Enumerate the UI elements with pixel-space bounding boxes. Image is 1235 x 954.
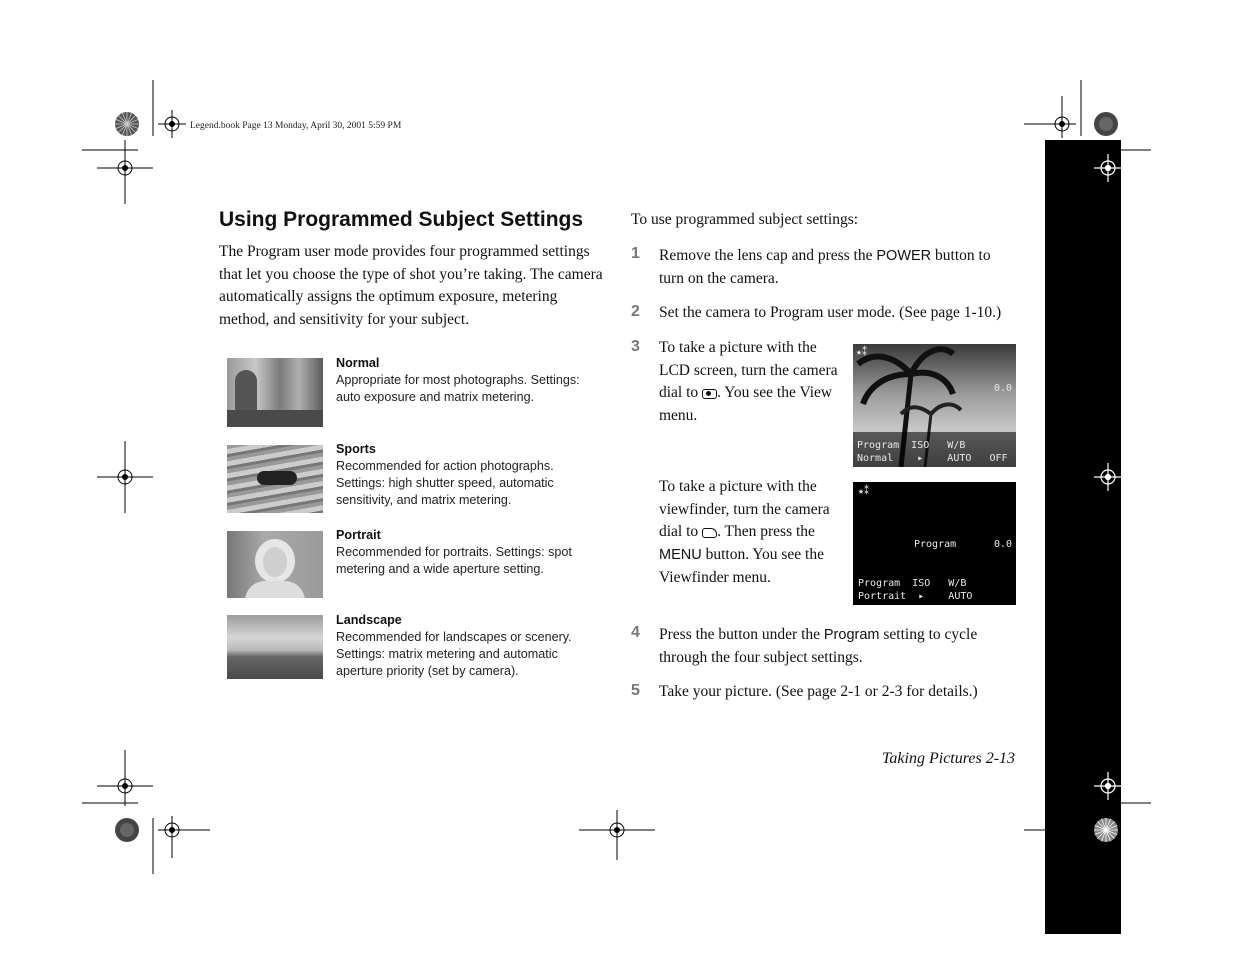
print-header: Legend.book Page 13 Monday, April 30, 2001 5:59 PM <box>190 121 402 131</box>
sports-photo <box>227 445 323 513</box>
setting-landscape <box>336 612 598 680</box>
lcd-mode-label: Program <box>914 539 957 550</box>
chapter-edge-tab <box>1045 140 1121 934</box>
page-footer: Taking Pictures 2-13 <box>882 750 1016 767</box>
lcd-view-menu-screen <box>853 344 1016 467</box>
step-1-text <box>659 245 1015 290</box>
lcd-status-icons: ★⁑ <box>858 486 870 497</box>
lcd-status-icons: ★⁑ <box>856 347 868 358</box>
registration-target <box>158 816 210 858</box>
power-key-label: POWER <box>876 248 932 264</box>
step-number: 1 <box>631 245 640 262</box>
step-text-part: . You see the View menu. <box>659 384 833 425</box>
page-title: Using Programmed Subject Settings <box>219 208 584 231</box>
landscape-photo <box>227 615 323 679</box>
view-mode-icon <box>702 389 717 399</box>
step-text-part: setting to cycle through the four subject settings. <box>659 626 978 666</box>
setting-desc: Recommended for action photographs. Settings: high shutter speed, automatic sensitivity, and matrix metering. <box>336 459 554 507</box>
step-text-part: To take a picture with the viewfinder, turn the camera dial to <box>659 478 830 541</box>
star-target <box>1094 112 1118 136</box>
lcd-viewfinder-menu-screen <box>853 482 1016 605</box>
setting-title: Portrait <box>336 528 381 542</box>
steps-intro: To use programmed subject settings: <box>631 211 859 228</box>
step-text-part: button to turn on the camera. <box>659 247 991 287</box>
setting-desc: Recommended for landscapes or scenery. Settings: matrix metering and automatic aperture priority (set by camera). <box>336 630 572 678</box>
normal-photo <box>227 358 323 427</box>
setting-title: Normal <box>336 356 380 370</box>
step-number: 2 <box>631 303 640 320</box>
ev-value: 0.0 <box>994 539 1013 550</box>
registration-target <box>1024 96 1076 138</box>
step-number: 5 <box>631 682 640 699</box>
setting-normal <box>336 355 598 406</box>
setting-sports <box>336 441 598 509</box>
step-number: 4 <box>631 624 640 641</box>
step-3-text <box>659 337 844 428</box>
step-text-part: Press the button under the <box>659 626 824 643</box>
step-4-text <box>659 624 1015 669</box>
setting-title: Landscape <box>336 613 402 627</box>
step-5-text: Take your picture. (See page 2-1 or 2-3 for details.) <box>659 683 978 700</box>
lcd-menu-row-1: Program ISO W/B <box>857 440 966 451</box>
step-text-part: To take a picture with the LCD screen, turn the camera dial to <box>659 339 838 402</box>
program-key-label: Program <box>823 627 880 643</box>
lcd-menu-row-2: Portrait ▸ AUTO <box>858 591 973 602</box>
step-text-part: Remove the lens cap and press the <box>659 247 877 264</box>
step-text-part: . Then press the <box>717 523 815 541</box>
setting-title: Sports <box>336 442 376 456</box>
viewfinder-mode-icon <box>702 528 717 538</box>
step-number: 3 <box>631 338 640 355</box>
setting-portrait <box>336 527 598 578</box>
setting-desc: Recommended for portraits. Settings: spot metering and a wide aperture setting. <box>336 545 572 576</box>
registration-target <box>97 441 153 513</box>
registration-target <box>579 810 655 860</box>
star-target <box>115 818 139 842</box>
step-3-viewfinder-text <box>659 476 839 590</box>
portrait-photo <box>227 531 323 598</box>
registration-target <box>97 140 153 204</box>
registration-target <box>97 750 153 806</box>
menu-key-label: MENU <box>659 547 702 564</box>
lcd-menu-row-2: Normal ▸ AUTO OFF <box>857 453 1008 464</box>
step-2-text: Set the camera to Program user mode. (See page 1-10.) <box>659 304 1002 321</box>
registration-target <box>158 110 186 138</box>
ev-value: 0.0 <box>994 383 1013 394</box>
step-text-part: button. You see the Viewfinder menu. <box>659 546 824 586</box>
lcd-menu-row-1: Program ISO W/B <box>858 578 967 589</box>
intro-paragraph: The Program user mode provides four programmed settings that let you choose the type of shot you’re taking. The camera automatically assigns the optimum exposure, metering method, and sensitivity for your subject. <box>219 243 603 329</box>
star-target <box>115 112 139 136</box>
setting-desc: Appropriate for most photographs. Settings: auto exposure and matrix metering. <box>336 373 580 404</box>
